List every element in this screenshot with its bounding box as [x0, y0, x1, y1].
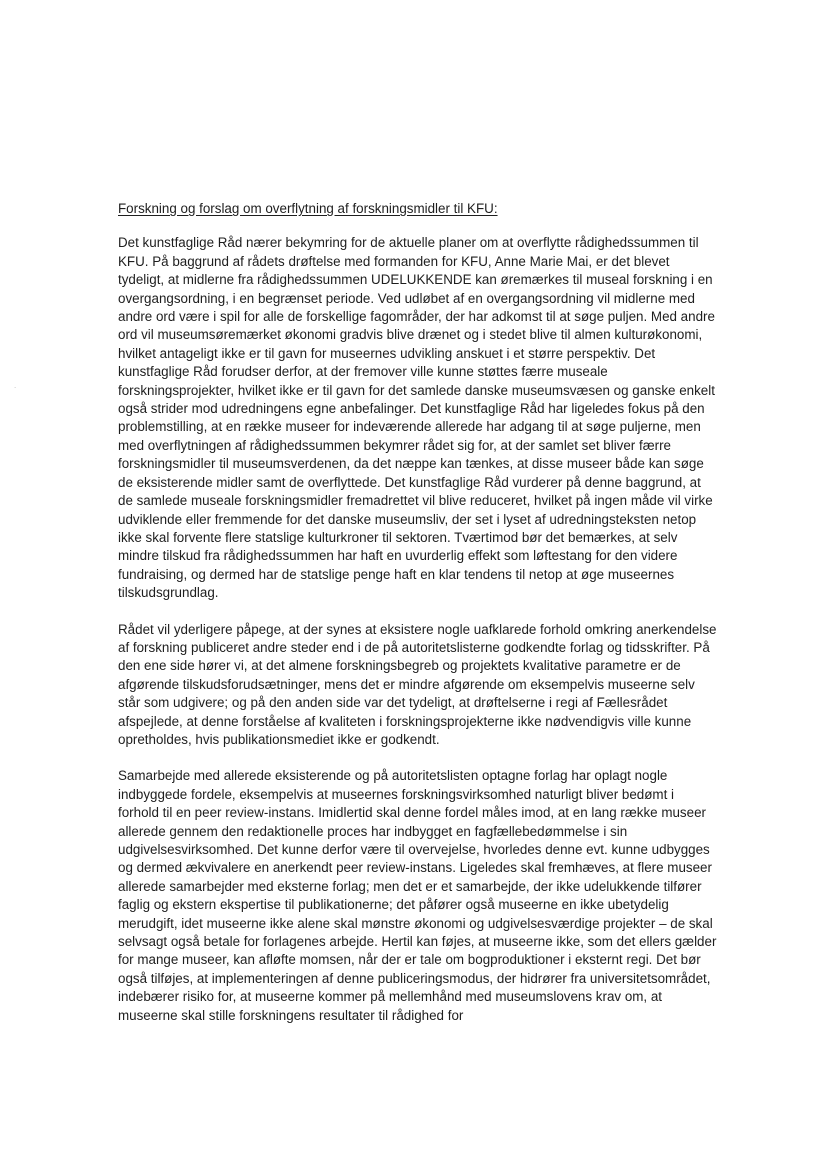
scan-speck: ·: [14, 384, 17, 392]
section-heading: Forskning og forslag om overflytning af forskningsmidler til KFU:: [118, 201, 498, 216]
paragraph-2: Rådet vil yderligere påpege, at der synes at eksistere nogle uafklarede forhold omkring anerkendelse af forskning publiceret andre steder end i de på autoritetslisterne godkendte forlag og tidsskrifter. På den ene side hører vi, at det almene forskningsbegreb og projektets kvalitative parametre er de afgørende tilskudsforudsætninger, mens det er mindre afgørende om eksempelvis museerne selv står som udgivere; og på den anden side var det tydeligt, at drøftelserne i regi af Fællesrådet afspejlede, at denne forståelse af kvaliteten i forskningsprojekterne ikke nødvendigvis ville kunne opretholdes, hvis publikationsmediet ikke er godkendt.: [118, 621, 717, 747]
document-body: [118, 200, 718, 1043]
paragraph-3: Samarbejde med allerede eksisterende og på autoritetslisten optagne forlag har oplagt nogle indbyggede fordele, eksempelvis at museernes forskningsvirksomhed naturligt bliver bedømt i forhold til en peer review-instans. Imidlertid skal denne fordel måles imod, at en lang række museer allerede gennem den redaktionelle proces har indbygget en fagfællebedømmelse i sin udgivelsesvirksomhed. Det kunne derfor være til overvejelse, hvorledes denne evt. kunne udbygges og dermed ækvivalere en anerkendt peer review-instans. Ligeledes skal fremhæves, at flere museer allerede samarbejder med eksterne forlag; men det er et samarbejde, der ikke udelukkende tilfører faglig og ekstern ekspertise til publikationerne; det påfører også museerne en ikke ubetydelig merudgift, idet museerne ikke alene skal mønstre økonomi og udgivelsesværdige projekter – de skal selvsagt også betale for forlagenes arbejde. Hertil kan føjes, at museerne ikke, som det ellers gælder for mange museer, kan afløfte momsen, når der er tale om bogproduktioner i eksternt regi. Det bør også tilføjes, at implementeringen af denne publiceringsmodus, der hidrører fra universitetsområdet, indebærer risiko for, at museerne kommer på mellemhånd med museumslovens krav om, at museerne skal stille forskningens resultater til rådighed for: [118, 768, 717, 1023]
paragraph-1: Det kunstfaglige Råd nærer bekymring for de aktuelle planer om at overflytte rådighedssummen til KFU. På baggrund af rådets drøftelse med formanden for KFU, Anne Marie Mai, er det blevet tydeligt, at midlerne fra rådighedssummen UDELUKKENDE kan øremærkes til museal forskning i en overgangsordning, i en begrænset periode. Ved udløbet af en overgangsordning vil midlerne med andre ord være i spil for alle de forskellige fagområder, der har adkomst til at søge puljen. Med andre ord vil museumsøremærket økonomi gradvis blive drænet og i stedet blive til almen kulturøkonomi, hvilket antageligt ikke er til gavn for museernes udvikling anskuet i et større perspektiv. Det kunstfaglige Råd forudser derfor, at der fremover ville kunne støttes færre museale forskningsprojekter, hvilket ikke er til gavn for det samlede danske museumsvæsen og ganske enkelt også strider mod udredningens egne anbefalinger. Det kunstfaglige Råd har ligeledes fokus på den problemstilling, at en række museer for indeværende allerede har adgang til at søge puljerne, men med overflytningen af rådighedssummen bekymrer rådet sig for, at der samlet set bliver færre forskningsmidler til museumsverdenen, da det næppe kan tænkes, at disse museer både kan søge de eksisterende midler samt de overflyttede. Det kunstfaglige Råd vurderer på denne baggrund, at de samlede museale forskningsmidler fremadrettet vil blive reduceret, hvilket på ingen måde vil virke udviklende eller fremmende for det danske museumsliv, der set i lyset af udredningsteksten netop ikke skal forvente flere statslige kulturkroner til sektoren. Tværtimod bør det bemærkes, at selv mindre tilskud fra rådighedssummen har haft en uvurderlig effekt som løftestang for den videre fundraising, og dermed har de statslige penge haft en klar tendens til netop at øge museernes tilskudsgrundlag.: [118, 235, 715, 601]
